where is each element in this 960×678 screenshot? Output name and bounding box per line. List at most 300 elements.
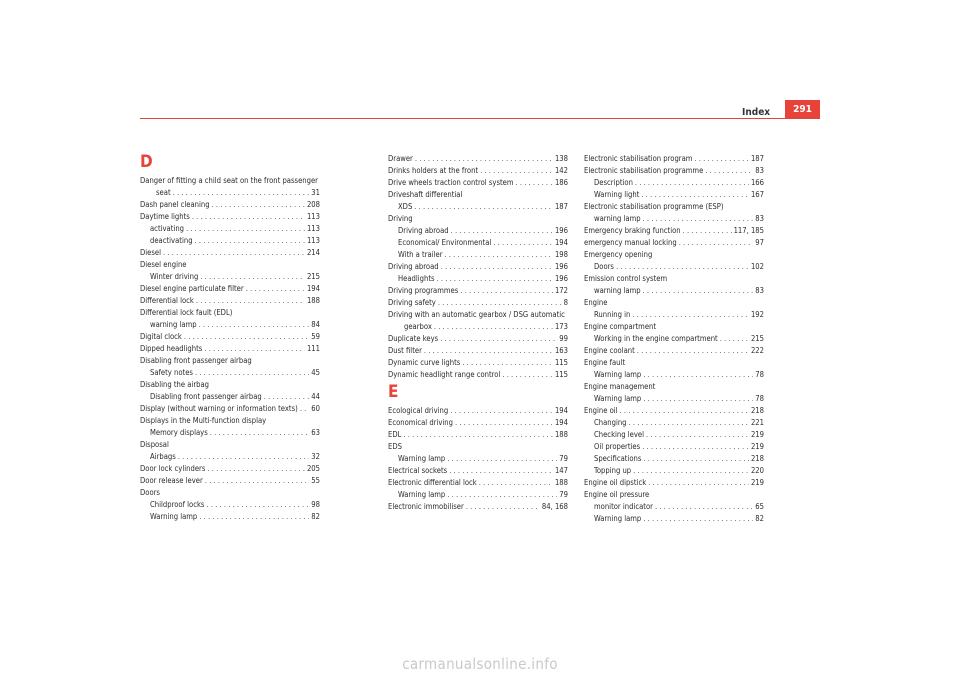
index-entry-text: Dash panel cleaning	[140, 200, 210, 209]
index-entry	[388, 309, 568, 321]
index-entry	[584, 285, 764, 297]
index-entry-text: Driving abroad	[398, 226, 449, 235]
index-entry-text: Displays in the Multi-function display	[140, 416, 267, 425]
index-entry	[584, 393, 764, 405]
index-entry-page: 215	[306, 272, 320, 281]
dot-leader	[199, 511, 309, 523]
index-entry-page: 63	[311, 428, 320, 437]
index-entry-text: Airbags	[150, 452, 176, 461]
index-entry	[388, 213, 568, 225]
dot-leader	[616, 261, 749, 273]
section-letter-e: E	[388, 382, 399, 402]
index-entry-page: 99	[559, 334, 568, 343]
index-entry	[584, 249, 764, 261]
index-entry-text: Duplicate keys	[388, 334, 439, 343]
index-entry-text: EDL	[388, 430, 402, 439]
index-entry-page: 173	[554, 322, 568, 331]
index-entry-page: 8	[563, 298, 568, 307]
dot-leader	[205, 475, 309, 487]
dot-leader	[437, 273, 553, 285]
index-entry-text: Emergency braking function	[584, 226, 681, 235]
dot-leader	[192, 211, 305, 223]
index-entry-text: Diesel engine particulate filter	[140, 284, 244, 293]
index-entry-text: Topping up	[594, 466, 632, 475]
index-entry-page: 196	[554, 274, 568, 283]
index-entry	[140, 439, 320, 451]
index-entry	[388, 237, 568, 249]
index-entry-page: 138	[554, 154, 568, 163]
index-entry-text: Differential lock fault (EDL)	[140, 308, 233, 317]
index-entry-text: Headlights	[398, 274, 435, 283]
dot-leader	[445, 249, 553, 261]
dot-leader	[207, 463, 305, 475]
index-entry	[140, 295, 320, 307]
index-entry-page: 79	[559, 454, 568, 463]
dot-leader	[646, 429, 749, 441]
dot-leader	[632, 309, 749, 321]
index-entry-text: Engine compartment	[584, 322, 657, 331]
index-entry-page: 218	[750, 406, 764, 415]
index-entry-page: 221	[750, 418, 764, 427]
index-column-3	[584, 153, 764, 525]
index-entry-text: Doors	[594, 262, 614, 271]
dot-leader	[414, 201, 553, 213]
dot-leader	[643, 393, 753, 405]
index-entry	[584, 309, 764, 321]
index-entry-text: Childproof locks	[150, 500, 205, 509]
index-entry-text: Economical driving	[388, 418, 453, 427]
dot-leader	[620, 405, 749, 417]
index-entry-text: Disabling front passenger airbag	[140, 356, 252, 365]
index-entry	[388, 465, 568, 477]
index-entry-text: Door lock cylinders	[140, 464, 206, 473]
index-entry-text: Warning lamp	[398, 490, 446, 499]
index-entry	[584, 357, 764, 369]
index-entry	[140, 487, 320, 499]
index-entry-page: 198	[554, 250, 568, 259]
index-entry	[584, 273, 764, 285]
dot-leader	[199, 319, 310, 331]
index-entry	[388, 357, 568, 369]
index-entry-page: 60	[311, 404, 320, 413]
index-entry-text: Engine oil	[584, 406, 618, 415]
index-entry-page: 219	[750, 478, 764, 487]
index-entry-text: Differential lock	[140, 296, 194, 305]
index-entry-text: emergency manual locking	[584, 238, 677, 247]
index-entry-text: Dipped headlights	[140, 344, 203, 353]
index-entry	[584, 237, 764, 249]
index-entry-text: Winter driving	[150, 272, 199, 281]
index-entry-text: With a trailer	[398, 250, 443, 259]
index-entry-page: 83	[755, 214, 764, 223]
index-entry-text: Ecological driving	[388, 406, 449, 415]
dot-leader	[462, 357, 553, 369]
index-entry-text: Engine	[584, 298, 608, 307]
index-entry-text: Drive wheels traction control system	[388, 178, 514, 187]
index-entry-page: 142	[554, 166, 568, 175]
index-entry	[388, 405, 568, 417]
index-entry	[388, 177, 568, 189]
index-entry-text: Disabling the airbag	[140, 380, 210, 389]
index-entry-text: Running in	[594, 310, 631, 319]
index-entry	[140, 475, 320, 487]
index-entry-text: Disabling front passenger airbag	[150, 392, 262, 401]
index-entry-page: 113	[306, 212, 320, 221]
index-entry	[388, 501, 568, 513]
index-entry-page: 55	[311, 476, 320, 485]
index-entry-text: Working in the engine compartment	[594, 334, 718, 343]
index-entry	[140, 307, 320, 319]
index-entry-text: Electronic stabilisation programme	[584, 166, 704, 175]
dot-leader	[655, 501, 753, 513]
dot-leader	[200, 271, 305, 283]
index-entry-text: Engine fault	[584, 358, 626, 367]
index-entry-text: Engine management	[584, 382, 656, 391]
index-entry-text: Daytime lights	[140, 212, 190, 221]
index-entry-page: 215	[750, 334, 764, 343]
index-entry-page: 115	[554, 370, 568, 379]
index-entry-text: Electrical sockets	[388, 466, 448, 475]
index-entry	[584, 501, 764, 513]
dot-leader	[635, 177, 749, 189]
index-entry-page: 205	[306, 464, 320, 473]
index-entry	[140, 283, 320, 295]
dot-leader	[451, 225, 553, 237]
section-letter-d: D	[140, 152, 153, 172]
index-entry-text: EDS	[388, 442, 402, 451]
index-entry-page: 78	[755, 394, 764, 403]
dot-leader	[246, 283, 305, 295]
index-entry-text: Memory displays	[150, 428, 208, 437]
index-entry	[584, 417, 764, 429]
index-entry-text: Electronic stabilisation programme (ESP)	[584, 202, 724, 211]
index-entry	[584, 153, 764, 165]
index-entry-text: seat	[156, 188, 171, 197]
index-entry	[388, 453, 568, 465]
index-entry	[140, 379, 320, 391]
index-entry	[388, 249, 568, 261]
index-entry-text: monitor indicator	[594, 502, 653, 511]
index-entry-page: 102	[750, 262, 764, 271]
dot-leader	[629, 417, 749, 429]
index-entry-page: 147	[554, 466, 568, 475]
index-entry-text: Driving	[388, 214, 413, 223]
index-entry-text: Oil properties	[594, 442, 641, 451]
index-entry-text: Description	[594, 178, 633, 187]
index-entry-page: 59	[311, 332, 320, 341]
index-entry	[140, 427, 320, 439]
dot-leader	[633, 465, 749, 477]
index-entry-text: Warning lamp	[594, 370, 642, 379]
index-entry-page: 186	[554, 178, 568, 187]
index-entry-text: Economical/ Environmental	[398, 238, 492, 247]
index-entry	[140, 331, 320, 343]
index-entry-text: Warning lamp	[594, 394, 642, 403]
index-entry-text: Warning lamp	[398, 454, 446, 463]
index-entry-text: Disposal	[140, 440, 169, 449]
dot-leader	[648, 477, 749, 489]
dot-leader	[447, 489, 557, 501]
index-entry	[140, 187, 320, 199]
index-entry	[388, 477, 568, 489]
dot-leader	[210, 427, 310, 439]
index-entry-text: Dust filter	[388, 346, 422, 355]
index-entry	[584, 297, 764, 309]
dot-leader	[642, 441, 749, 453]
index-entry	[584, 369, 764, 381]
index-entry-text: Engine coolant	[584, 346, 635, 355]
index-entry-page: 44	[311, 392, 320, 401]
index-entry-page: 196	[554, 226, 568, 235]
index-entry-page: 218	[750, 454, 764, 463]
index-entry-text: Warning lamp	[594, 514, 642, 523]
dot-leader	[449, 465, 553, 477]
index-entry-page: 98	[311, 500, 320, 509]
dot-leader	[479, 477, 553, 489]
index-entry	[140, 235, 320, 247]
index-entry-text: Doors	[140, 488, 160, 497]
index-entry	[388, 369, 568, 381]
index-entry	[584, 201, 764, 213]
index-entry-text: deactivating	[150, 236, 193, 245]
dot-leader	[643, 369, 753, 381]
index-entry-page: 113	[306, 236, 320, 245]
index-entry-page: 113	[306, 224, 320, 233]
dot-leader	[212, 199, 305, 211]
index-entry-text: Specifications	[594, 454, 642, 463]
dot-leader	[441, 261, 553, 273]
page-header-title: Index	[742, 107, 771, 118]
dot-leader	[694, 153, 749, 165]
header-divider	[140, 118, 820, 119]
index-entry	[584, 513, 764, 525]
dot-leader	[720, 333, 749, 345]
index-entry-text: Diesel engine	[140, 260, 187, 269]
index-entry	[584, 225, 764, 237]
index-entry	[388, 429, 568, 441]
index-entry-text: Driving programmes	[388, 286, 459, 295]
dot-leader	[493, 237, 553, 249]
index-entry	[140, 175, 320, 187]
dot-leader	[438, 297, 562, 309]
index-entry	[140, 247, 320, 259]
index-entry	[140, 355, 320, 367]
index-entry	[388, 189, 568, 201]
dot-leader	[643, 285, 754, 297]
page-number-badge: 291	[785, 100, 820, 118]
dot-leader	[516, 177, 553, 189]
dot-leader	[195, 367, 309, 379]
index-entry-page: 196	[554, 262, 568, 271]
index-entry	[584, 429, 764, 441]
index-entry	[584, 165, 764, 177]
index-entry-text: Warning lamp	[150, 512, 198, 521]
dot-leader	[163, 247, 305, 259]
index-entry	[140, 511, 320, 523]
index-entry-page: 117, 185	[733, 226, 764, 235]
index-entry-page: 166	[750, 178, 764, 187]
index-entry-page: 115	[554, 358, 568, 367]
index-entry	[584, 477, 764, 489]
dot-leader	[403, 429, 553, 441]
index-entry-page: 194	[554, 238, 568, 247]
index-entry-text: Checking level	[594, 430, 645, 439]
index-entry-page: 65	[755, 502, 764, 511]
index-entry-page: 83	[755, 166, 764, 175]
index-entry	[584, 441, 764, 453]
index-entry-text: warning lamp	[150, 320, 197, 329]
dot-leader	[679, 237, 754, 249]
index-entry-page: 83	[755, 286, 764, 295]
index-entry	[388, 321, 568, 333]
index-entry	[388, 165, 568, 177]
dot-leader	[683, 225, 732, 237]
index-entry-page: 208	[306, 200, 320, 209]
index-entry-text: warning lamp	[594, 214, 641, 223]
dot-leader	[415, 153, 553, 165]
index-entry-page: 111	[306, 344, 320, 353]
dot-leader	[643, 513, 753, 525]
index-entry-page: 222	[750, 346, 764, 355]
index-entry-text: Drawer	[388, 154, 413, 163]
dot-leader	[643, 453, 749, 465]
index-entry	[584, 213, 764, 225]
index-entry-page: 79	[559, 490, 568, 499]
index-entry	[140, 199, 320, 211]
watermark: carmanualsonline.info	[402, 655, 558, 673]
index-entry	[388, 285, 568, 297]
index-entry	[140, 367, 320, 379]
index-column-2	[388, 153, 568, 513]
index-entry-page: 194	[554, 418, 568, 427]
index-entry	[388, 261, 568, 273]
index-entry-page: 45	[311, 368, 320, 377]
index-entry-text: Driving with an automatic gearbox / DSG automatic	[388, 310, 565, 319]
index-entry-text: Changing	[594, 418, 627, 427]
index-entry-page: 220	[750, 466, 764, 475]
index-entry-text: Digital clock	[140, 332, 182, 341]
index-entry-page: 32	[311, 452, 320, 461]
index-entry	[140, 343, 320, 355]
dot-leader	[186, 223, 305, 235]
index-entry-page: 97	[755, 238, 764, 247]
index-entry	[140, 463, 320, 475]
index-entry	[388, 333, 568, 345]
dot-leader	[196, 295, 305, 307]
dot-leader	[502, 369, 553, 381]
index-entry	[140, 499, 320, 511]
index-entry-text: Electronic differential lock	[388, 478, 477, 487]
index-entry-text: Electronic stabilisation program	[584, 154, 693, 163]
index-entry-text: Safety notes	[150, 368, 193, 377]
dot-leader	[460, 285, 553, 297]
dot-leader	[455, 417, 553, 429]
index-entry-text: Danger of fitting a child seat on the front passenger	[140, 176, 318, 185]
dot-leader	[466, 501, 540, 513]
index-entry-page: 194	[306, 284, 320, 293]
index-entry	[388, 417, 568, 429]
index-entry-text: warning lamp	[594, 286, 641, 295]
index-column-1	[140, 153, 320, 523]
index-entry-page: 84, 168	[541, 502, 568, 511]
dot-leader	[178, 451, 309, 463]
index-entry-page: 219	[750, 442, 764, 451]
dot-leader	[705, 165, 753, 177]
dot-leader	[173, 187, 310, 199]
index-entry	[388, 153, 568, 165]
index-entry	[584, 489, 764, 501]
dot-leader	[184, 331, 309, 343]
dot-leader	[424, 345, 553, 357]
index-entry	[140, 211, 320, 223]
index-entry-page: 84	[311, 320, 320, 329]
index-entry-text: Emergency opening	[584, 250, 653, 259]
index-entry	[388, 201, 568, 213]
index-entry	[584, 345, 764, 357]
index-entry-page: 188	[306, 296, 320, 305]
index-entry-text: Dynamic curve lights	[388, 358, 461, 367]
dot-leader	[434, 321, 553, 333]
index-entry	[584, 261, 764, 273]
index-entry-text: Warning light	[594, 190, 640, 199]
dot-leader	[207, 499, 310, 511]
index-entry-text: Engine oil dipstick	[584, 478, 647, 487]
index-entry-text: Door release lever	[140, 476, 203, 485]
index-entry	[584, 321, 764, 333]
index-entry	[140, 415, 320, 427]
index-entry-page: 214	[306, 248, 320, 257]
index-entry	[140, 451, 320, 463]
index-entry	[584, 189, 764, 201]
index-entry	[140, 391, 320, 403]
index-entry-text: Engine oil pressure	[584, 490, 650, 499]
index-entry-text: activating	[150, 224, 184, 233]
index-entry	[140, 403, 320, 415]
dot-leader	[204, 343, 305, 355]
index-entry-page: 187	[750, 154, 764, 163]
index-entry	[140, 259, 320, 271]
index-entry-page: 188	[554, 430, 568, 439]
index-entry	[584, 177, 764, 189]
dot-leader	[195, 235, 305, 247]
index-entry	[584, 333, 764, 345]
index-entry	[388, 225, 568, 237]
index-entry	[388, 273, 568, 285]
index-entry-page: 188	[554, 478, 568, 487]
index-entry-page: 194	[554, 406, 568, 415]
index-entry-text: Emission control system	[584, 274, 668, 283]
index-entry-page: 82	[311, 512, 320, 521]
index-entry-page: 78	[755, 370, 764, 379]
dot-leader	[450, 405, 553, 417]
index-entry	[584, 465, 764, 477]
dot-leader	[637, 345, 749, 357]
index-entry	[584, 453, 764, 465]
index-entry	[140, 271, 320, 283]
dot-leader	[447, 453, 557, 465]
index-entry	[388, 441, 568, 453]
index-entry-text: Electronic immobiliser	[388, 502, 464, 511]
index-entry	[584, 381, 764, 393]
index-entry-text: Display (without warning or information texts)	[140, 404, 298, 413]
dot-leader	[480, 165, 553, 177]
index-entry-text: XDS	[398, 202, 413, 211]
index-entry	[388, 297, 568, 309]
index-entry-text: Driving abroad	[388, 262, 439, 271]
dot-leader	[641, 189, 749, 201]
index-entry	[584, 405, 764, 417]
dot-leader	[300, 403, 309, 415]
